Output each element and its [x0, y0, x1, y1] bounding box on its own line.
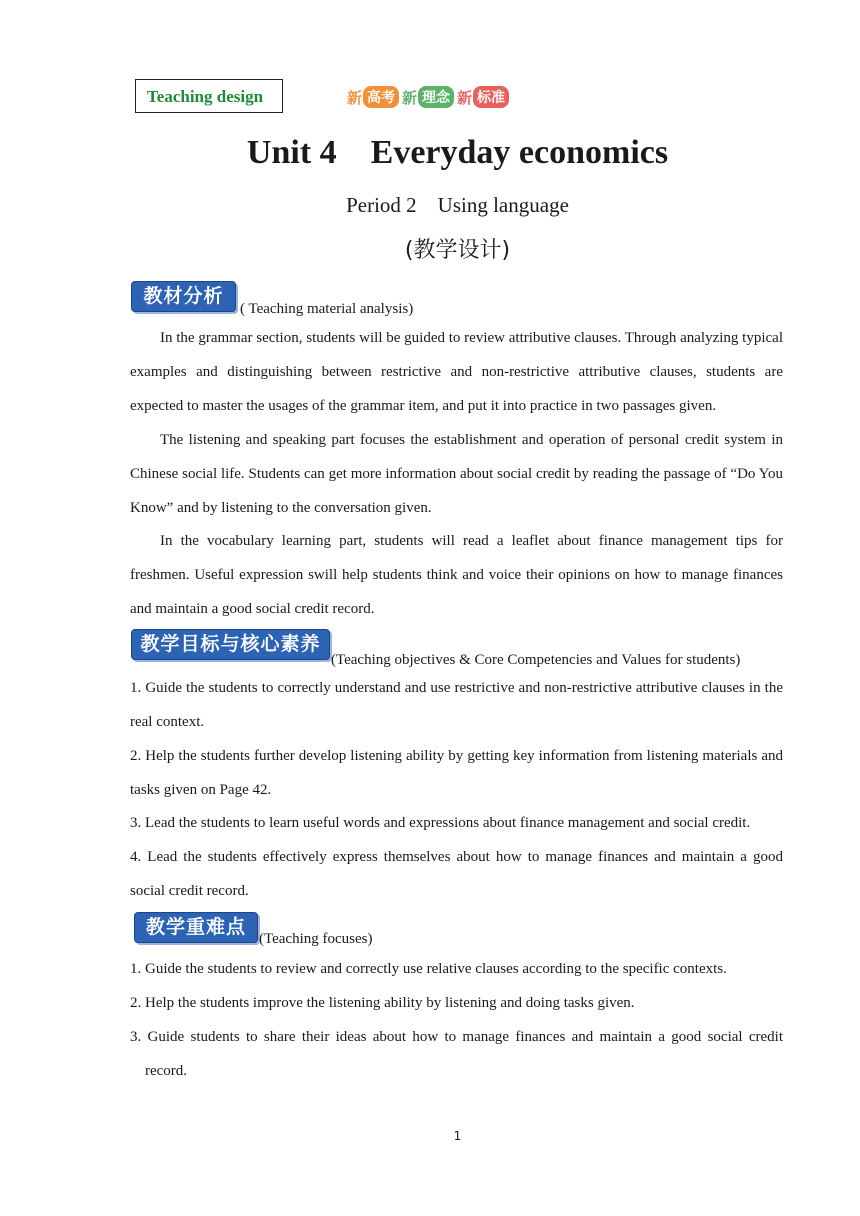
teaching-design-label: Teaching design [147, 87, 264, 106]
chinese-title: (教学设计) [404, 238, 511, 263]
page-number: 1 [453, 1129, 462, 1143]
slogan-xin-2: 新 [402, 88, 418, 107]
slogan-logo [347, 86, 512, 108]
slogan-pill-gaokao: 高考 [363, 86, 399, 108]
slogan-pill-biaozhun: 标准 [473, 86, 509, 108]
focuses-badge: 教学重难点 [134, 912, 258, 943]
analysis-paragraph-1: In the grammar section, students will be guided to review attributive clauses. Through analyzing typical examples and distinguishing between restrictive and non-restrictive attributive clauses, students are expected to master the usages of the grammar item, and put it into practice in two passages given. [130, 330, 783, 414]
objective-item-4: 4. Lead the students effectively express themselves about how to manage finances and maintain a good social credit record. [130, 849, 783, 899]
objective-item-2: 2. Help the students further develop listening ability by getting key information from listening materials and tasks given on Page 42. [130, 748, 783, 798]
analysis-badge: 教材分析 [131, 281, 236, 312]
slogan-pill-linian: 理念 [418, 86, 454, 108]
objective-item-1: 1. Guide the students to correctly understand and use restrictive and non-restrictive attributive clauses in the real context. [130, 680, 783, 730]
slogan-xin-3: 新 [457, 88, 473, 107]
focus-item-2: 2. Help the students improve the listening ability by listening and doing tasks given. [130, 995, 635, 1011]
unit-title: Unit 4 Everyday economics [246, 134, 669, 171]
focus-item-3: 3. Guide students to share their ideas about how to manage finances and maintain a good social credit record. [130, 1029, 783, 1079]
teaching-design-tag [135, 79, 283, 113]
objectives-note: (Teaching objectives & Core Competencies and Values for students) [331, 652, 741, 668]
analysis-paragraph-3: In the vocabulary learning part, students will read a leaflet about finance management tips for freshmen. Useful expression swill help students think and voice their opinions on how to manage finances and maintain a good social credit record. [130, 533, 783, 617]
analysis-paragraph-2: The listening and speaking part focuses the establishment and operation of personal credit system in Chinese social life. Students can get more information about social credit by reading the passage of “Do You Know” and by listening to the conversation given. [130, 432, 783, 516]
objective-item-3: 3. Lead the students to learn useful words and expressions about finance management and social credit. [130, 815, 751, 831]
focus-item-1: 1. Guide the students to review and correctly use relative clauses according to the specific contexts. [130, 961, 727, 977]
focuses-note: (Teaching focuses) [259, 931, 373, 947]
objectives-badge: 教学目标与核心素养 [131, 629, 330, 660]
slogan-xin-1: 新 [347, 88, 363, 107]
analysis-note: ( Teaching material analysis) [240, 301, 414, 317]
period-subtitle: Period 2 Using language [346, 193, 569, 217]
